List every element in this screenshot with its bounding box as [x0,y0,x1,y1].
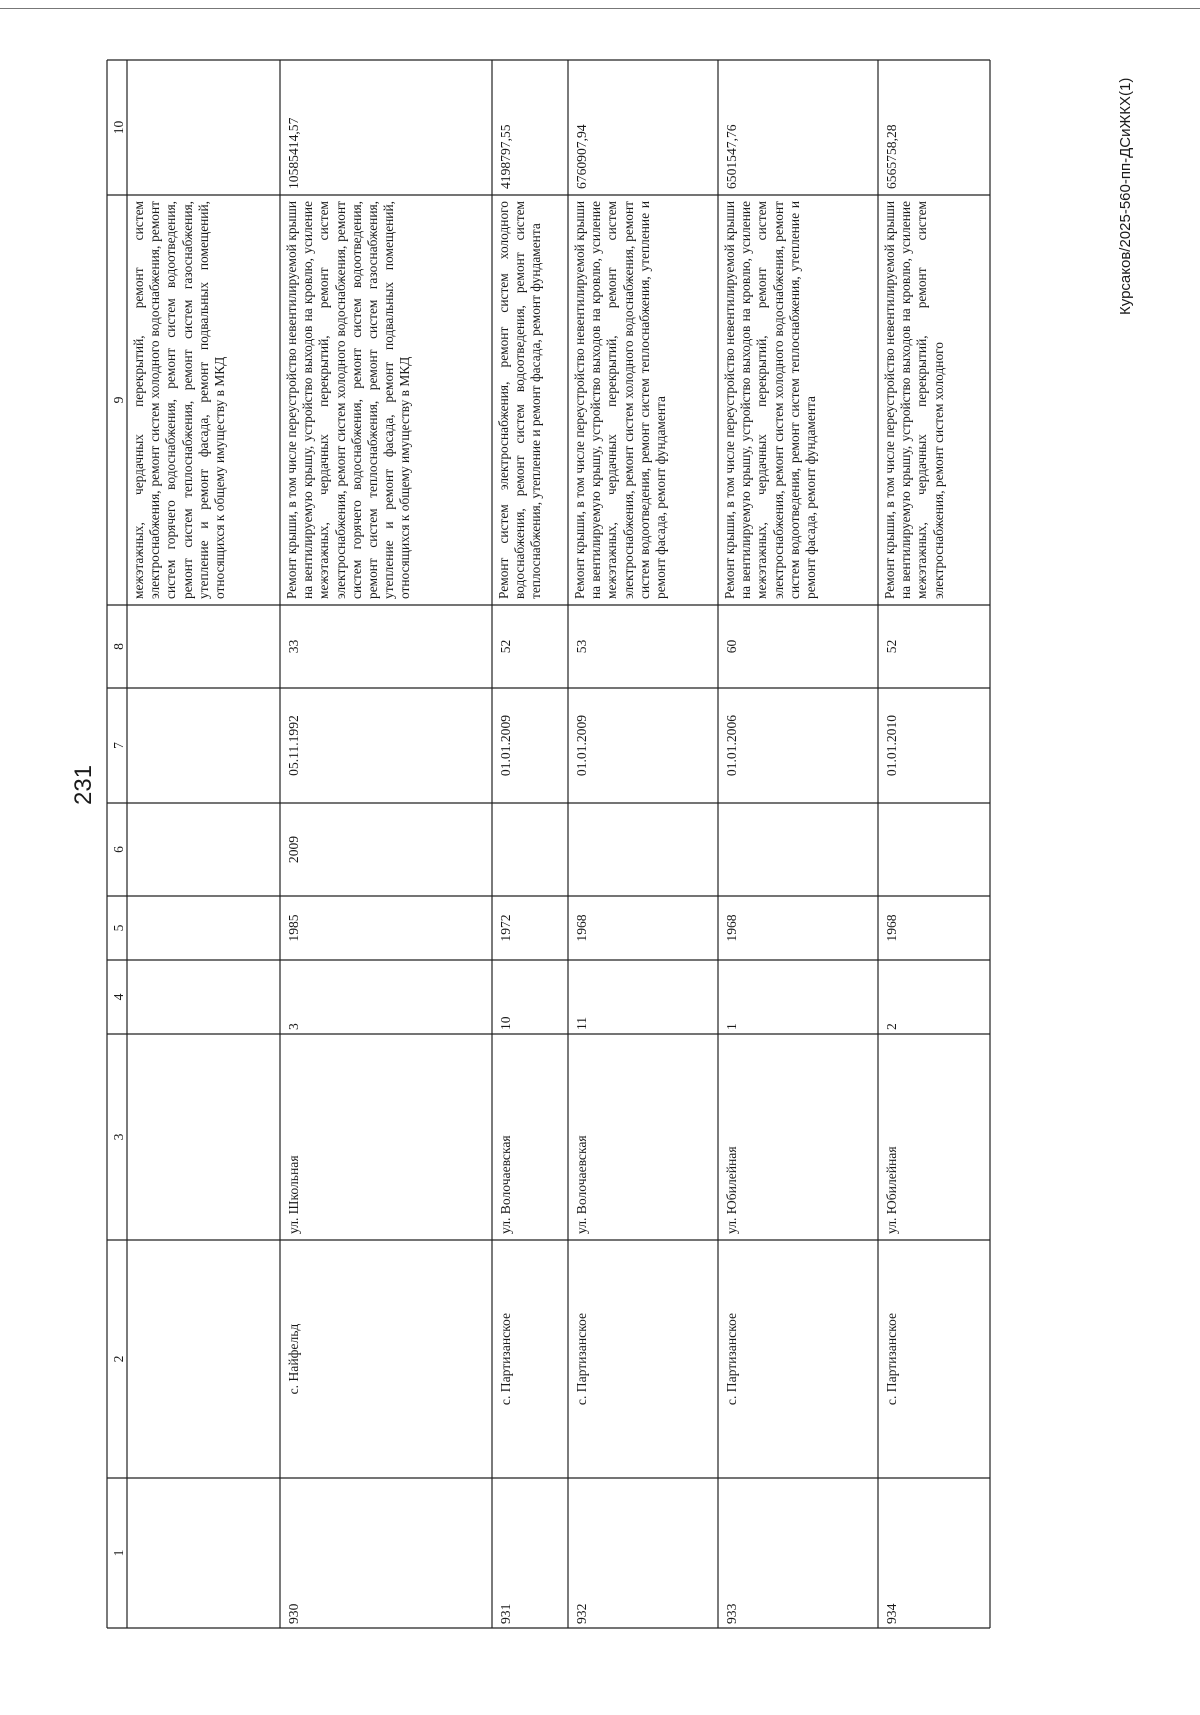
column-header-2: 2 [111,1355,126,1363]
row-930-cost: 10585414,57 [286,117,301,189]
row-934-street: ул. Юбилейная [884,1146,899,1234]
row-934-num: 934 [884,1603,899,1624]
row-932-year-repair [574,807,592,892]
row-932-amount8: 53 [574,639,589,654]
column-header-10: 10 [111,120,126,135]
row-930-amount8: 33 [286,639,301,654]
row-931-num: 931 [498,1603,513,1624]
row-934-year-built: 1968 [884,914,899,942]
column-header-4: 4 [111,993,126,1001]
row-930-locality: с. Найфельд [286,1323,301,1395]
row-934-cost: 6565758,28 [884,124,899,189]
row-931-year-repair [498,807,516,892]
document-code: Курсаков/2025-560-пп-ДСиЖКХ(1) [1117,77,1134,315]
column-header-7: 7 [111,742,126,749]
row-934-locality: с. Партизанское [884,1312,899,1406]
row-931-house: 10 [498,1016,513,1030]
row-932-house: 11 [574,1016,589,1030]
row-932-cost: 6760907,94 [574,124,589,189]
continuation-works-text: межэтажных, чердачных перекрытий, ремонт систем электроснабжения, ремонт систем холодного водоснабжения, ремонт систем горячего водоснабжения, ремонт систем водоотведения, ремонт систем теплоснабжения, ремонт систем газоснабжения, утепление и ремонт фасада, ремонт подвальных помещений, относящихся к общему имуществу в МКД [131,201,228,599]
row-934-works: Ремонт крыши, в том числе переустройство невентилируемой крыши на вентилируемую крышу, устройство выходов на кровлю, усиление межэтажных, чердачных перекрытий, ремонт систем электроснабжения, ремонт систем холодного [882,201,946,599]
row-932-date: 01.01.2009 [574,714,589,777]
column-header-8: 8 [111,643,126,650]
column-header-5: 5 [111,924,126,932]
row-933-cost: 6501547,76 [724,124,739,189]
row-932-works: Ремонт крыши, в том числе переустройство невентилируемой крыши на вентилируемую крышу, устройство выходов на кровлю, усиление межэтажных, чердачных перекрытий, ремонт систем электроснабжения, ремонт систем холодного водоснабжения, ремонт систем водоотведения, ремонт систем теплоснабжения, утепление и ремонт фасада, ремонт фундамента [572,201,669,599]
row-931-year-built: 1972 [498,914,513,942]
column-header-1: 1 [111,1549,126,1557]
row-931-cost: 4198797,55 [498,124,513,189]
row-930-year-built: 1985 [286,914,301,942]
row-933-street: ул. Юбилейная [724,1146,739,1234]
row-933-year-built: 1968 [724,914,739,942]
row-931-amount8: 52 [498,639,513,654]
row-934-date: 01.01.2010 [884,714,899,777]
row-933-house: 1 [724,1023,739,1030]
row-933-date: 01.01.2006 [724,714,739,777]
row-932-street: ул. Волочаевская [574,1135,589,1234]
row-934-house: 2 [884,1023,899,1030]
column-header-6: 6 [111,846,126,853]
row-930-num: 930 [286,1603,301,1624]
row-931-street: ул. Волочаевская [498,1135,513,1234]
row-931-works: Ремонт систем электроснабжения, ремонт систем холодного водоснабжения, ремонт систем водоотведения, ремонт систем теплоснабжения, утепление и ремонт фасада, ремонт фундамента [496,201,544,599]
row-932-year-built: 1968 [574,914,589,942]
row-930-works: Ремонт крыши, в том числе переустройство невентилируемой крыши на вентилируемую крышу, устройство выходов на кровлю, усиление межэтажных, чердачных перекрытий, ремонт систем электроснабжения, ремонт систем холодного водоснабжения, ремонт систем горячего водоснабжения, ремонт систем водоотведения, ремонт систем теплоснабжения, ремонт систем газоснабжения, утепление и ремонт фасада, ремонт подвальных помещений, относящихся к общему имуществу в МКД [284,201,413,599]
row-933-year-repair [724,807,742,892]
row-933-works: Ремонт крыши, в том числе переустройство невентилируемой крыши на вентилируемую крышу, устройство выходов на кровлю, усиление межэтажных, чердачных перекрытий, ремонт систем электроснабжения, ремонт систем холодного водоснабжения, ремонт систем водоотведения, ремонт систем теплоснабжения, утепление и ремонт фасада, ремонт фундамента [722,201,819,599]
row-930-date: 05.11.1992 [286,715,301,776]
row-930-year-repair: 2009 [286,835,301,864]
row-932-locality: с. Партизанское [574,1312,589,1406]
row-930-street: ул. Школьная [286,1155,301,1234]
row-931-locality: с. Партизанское [498,1312,513,1406]
row-933-num: 933 [724,1603,739,1624]
row-930-house: 3 [286,1023,301,1030]
page-number: 231 [70,764,97,805]
row-933-locality: с. Партизанское [724,1312,739,1406]
row-934-year-repair [884,807,902,892]
row-934-amount8: 52 [884,639,899,654]
row-933-amount8: 60 [724,639,739,654]
row-932-num: 932 [574,1603,589,1624]
column-header-3: 3 [111,1133,126,1141]
column-header-9: 9 [111,396,126,404]
row-931-date: 01.01.2009 [498,714,513,777]
